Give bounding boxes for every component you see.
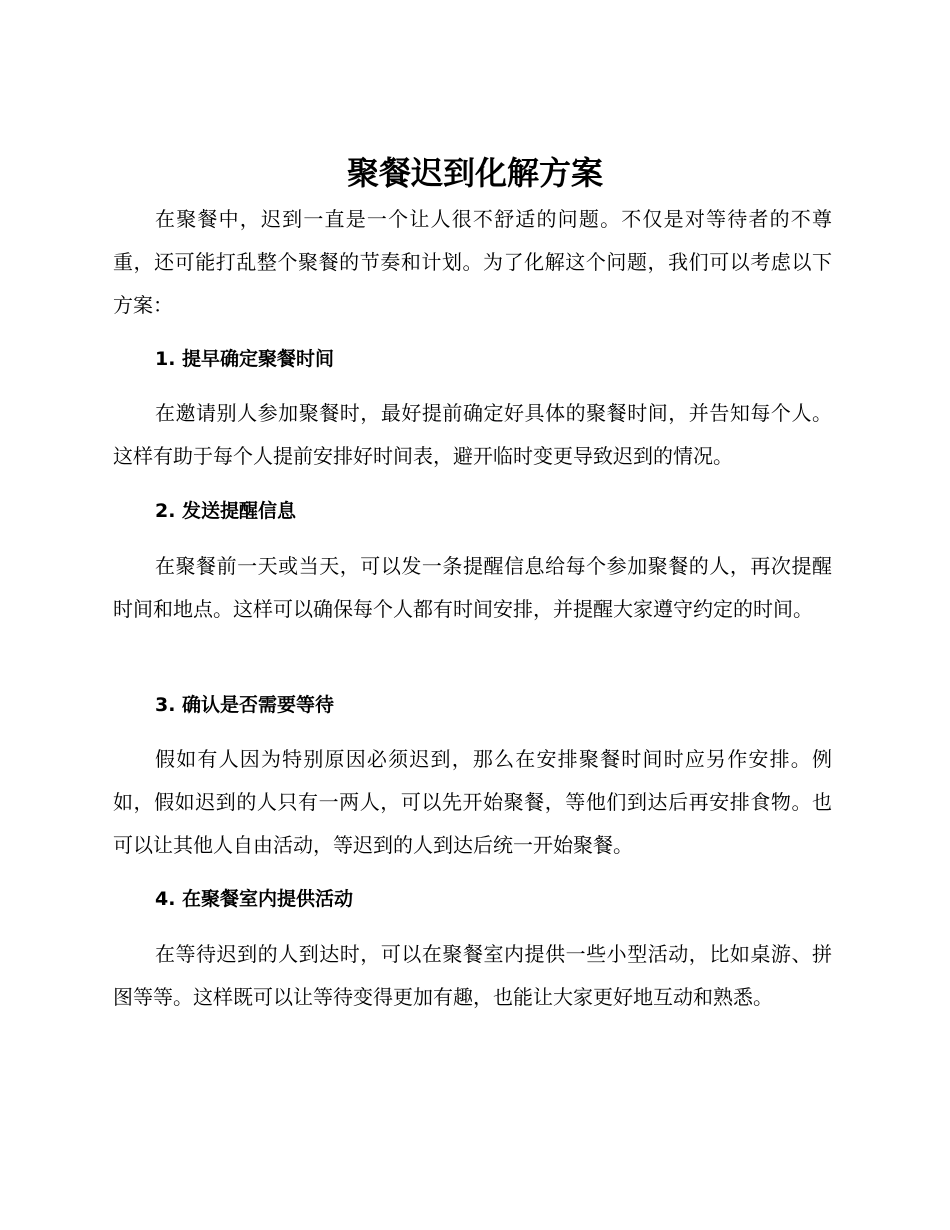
section-body-1: 在邀请别人参加聚餐时，最好提前确定好具体的聚餐时间，并告知每个人。这样有助于每个人提前安排好时间表，避开临时变更导致迟到的情况。 bbox=[113, 401, 832, 468]
section-heading-3: 3. 确认是否需要等待 bbox=[155, 694, 335, 716]
section-heading-1: 1. 提早确定聚餐时间 bbox=[155, 348, 335, 370]
intro-paragraph: 在聚餐中，迟到一直是一个让人很不舒适的问题。不仅是对等待者的不尊重，还可能打乱整个聚餐的节奏和计划。为了化解这个问题，我们可以考虑以下方案： bbox=[113, 207, 832, 317]
section-body-4: 在等待迟到的人到达时，可以在聚餐室内提供一些小型活动，比如桌游、拼图等等。这样既可以让等待变得更加有趣，也能让大家更好地互动和熟悉。 bbox=[113, 942, 832, 1009]
section-heading-2: 2. 发送提醒信息 bbox=[155, 500, 297, 522]
document-title: 聚餐迟到化解方案 bbox=[346, 154, 603, 192]
section-body-3: 假如有人因为特别原因必须迟到，那么在安排聚餐时间时应另作安排。例如，假如迟到的人只有一两人，可以先开始聚餐，等他们到达后再安排食物。也可以让其他人自由活动，等迟到的人到达后统一开始聚餐。 bbox=[113, 747, 832, 857]
section-heading-4: 4. 在聚餐室内提供活动 bbox=[155, 888, 354, 910]
section-body-2: 在聚餐前一天或当天，可以发一条提醒信息给每个参加聚餐的人，再次提醒时间和地点。这样可以确保每个人都有时间安排，并提醒大家遵守约定的时间。 bbox=[113, 554, 832, 621]
